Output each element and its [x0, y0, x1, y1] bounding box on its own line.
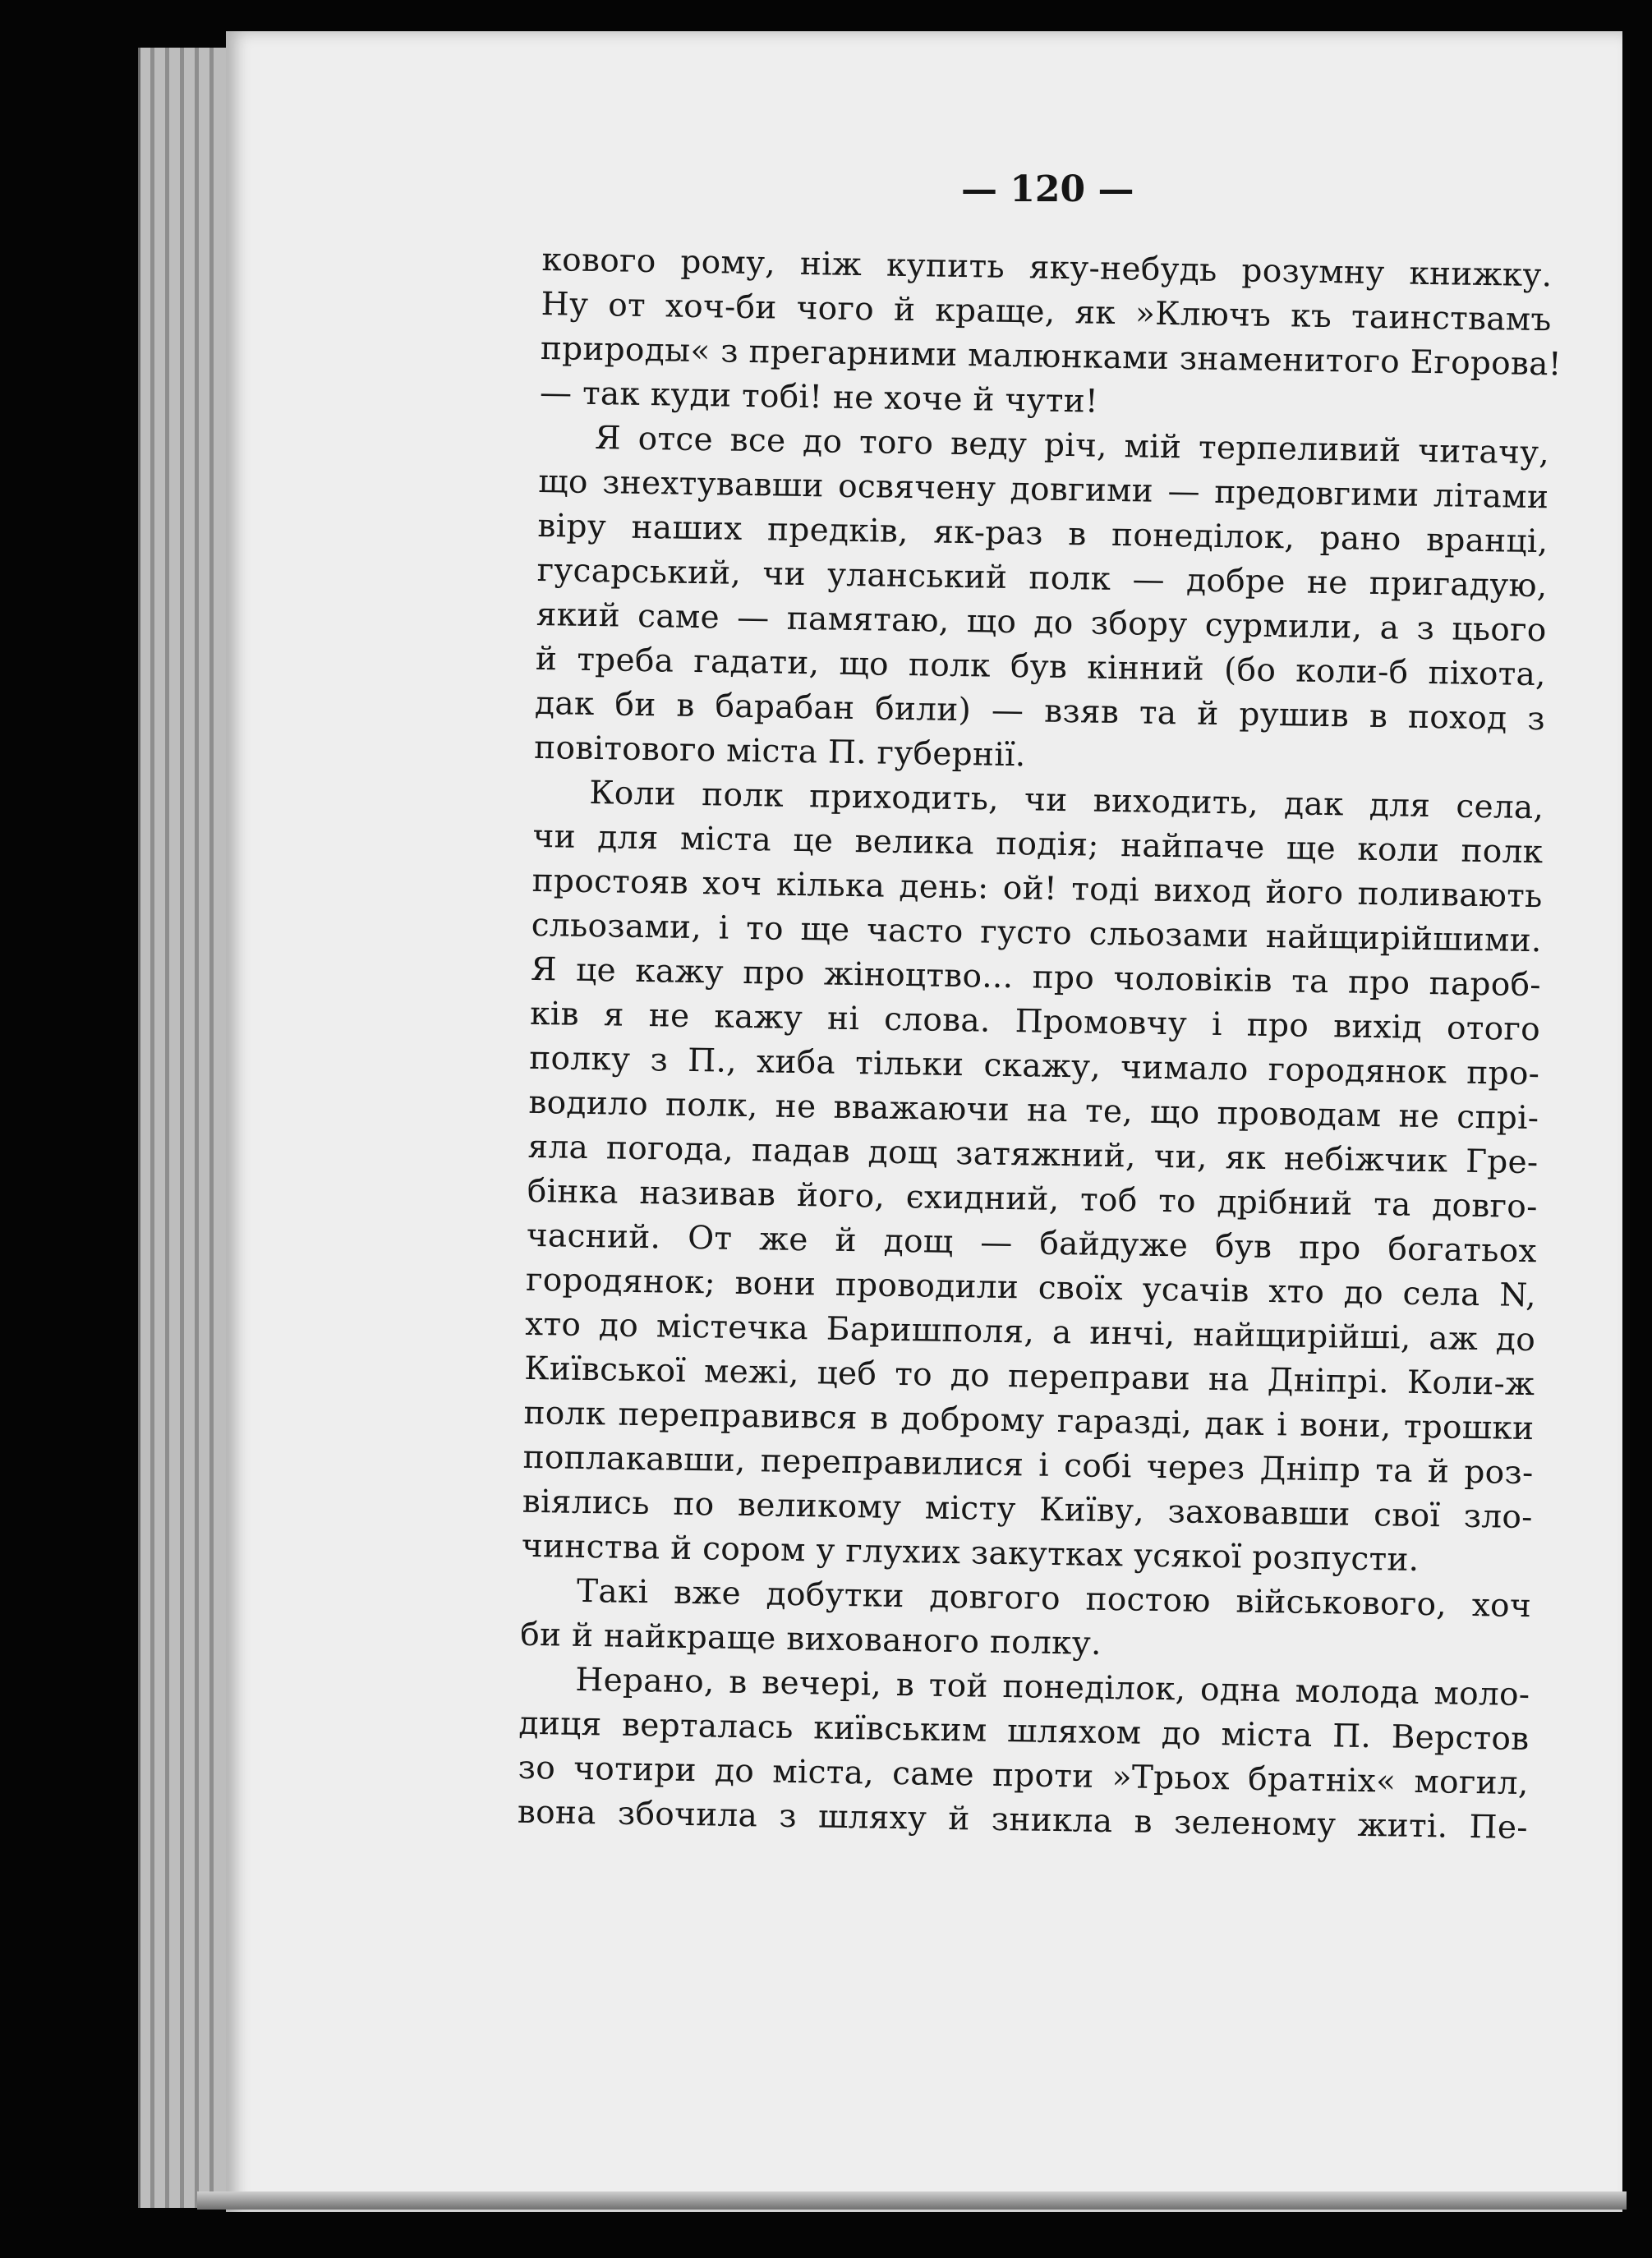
text-line: часний. От же й дощ — байдуже був про богатьох	[526, 1216, 1538, 1271]
text-line: простояв хоч кілька день: ой! тоді виход його поливають	[531, 862, 1543, 916]
page-edge-line	[209, 48, 214, 2208]
text-line: Ну от хоч-би чого й краще, як »Ключъ къ таинствамъ	[541, 285, 1552, 339]
text-line: й треба гадати, що полк був кінний (бо коли-б піхота,	[535, 640, 1547, 694]
text-line: — так куди тобі! не хоче й чути!	[539, 374, 1099, 421]
page-edge-line	[150, 48, 154, 2208]
page-edge-line	[195, 48, 199, 2208]
text-line: яла погода, падав дощ затяжний, чи, як небіжчик Гре-	[527, 1128, 1539, 1182]
text-line: ків я не кажу ні слова. Промовчу і про вихід отого	[529, 995, 1541, 1049]
text-line: дак би в барабан били) — взяв та й рушив в поход з	[534, 684, 1546, 738]
text-line: кового рому, ніж купить яку-небудь розумну книжку.	[541, 241, 1553, 295]
text-line: хто до містечка Баришполя, а инчі, найщирійші, аж до	[524, 1305, 1536, 1359]
text-line: віру наших предків, як-раз в понеділок, рано вранці,	[537, 507, 1548, 561]
text-line: зо чотири до міста, саме проти »Трьох братніх« могил,	[518, 1749, 1529, 1803]
text-line: Нерано, в вечері, в той понеділок, одна молода моло-	[575, 1661, 1530, 1714]
text-line: водило полк, не вважаючи на те, що проводам не спрі-	[528, 1083, 1539, 1138]
page-edge-line	[165, 48, 169, 2208]
page-body-text	[517, 238, 1562, 1851]
text-line: чи для міста це велика подія; найпаче ще коли полк	[532, 817, 1544, 871]
page-bottom-edge	[197, 2191, 1627, 2210]
text-line: віялись по великому місту Київу, заховавши свої зло-	[522, 1483, 1534, 1537]
text-line: Я отсе все до того веду річ, мій терпеливий читачу,	[594, 420, 1550, 472]
text-line: повітового міста П. губернії.	[533, 729, 1026, 775]
page-number: — 120 —	[961, 168, 1134, 210]
text-line: Такі вже добутки довгого постою військового, хоч	[576, 1572, 1532, 1626]
text-line: який саме — памятаю, що до збору сурмили, а з цього	[536, 596, 1547, 650]
text-line: бінка називав його, єхидний, тоб то дрібний та довго-	[527, 1172, 1538, 1226]
text-line: Я це кажу про жіноцтво... про чоловіків та про пароб-	[530, 950, 1542, 1005]
text-line: що знехтувавши освячену довгими — предовгими літами	[537, 462, 1549, 517]
text-line: городянок; вони проводили своїх усачів хто до села N,	[525, 1261, 1537, 1315]
text-line: сльозами, і то ще часто густо сльозами найщирійшими.	[531, 906, 1543, 960]
text-line: полк переправився в доброму гаразді, дак і вони, трошки	[523, 1394, 1535, 1448]
text-line: Коли полк приходить, чи виходить, дак для села,	[589, 774, 1544, 827]
text-line: природы« з прегарними малюнками знаменитого Егорова!	[540, 329, 1562, 384]
text-line: Київської межі, цеб то до переправи на Дніпрі. Коли-ж	[524, 1350, 1535, 1404]
text-line: гусарський, чи уланський полк — добре не пригадую,	[536, 551, 1548, 605]
text-line: чинства й сором у глухих закутках усякої розпусти.	[521, 1527, 1420, 1579]
text-line: вона збочила з шляху й зникла в зеленому житі. Пе-	[517, 1793, 1529, 1847]
text-line: би й найкраще вихованого полку.	[519, 1616, 1102, 1662]
text-line: полку з П., хиба тільки скажу, чимало городянок про-	[528, 1039, 1540, 1093]
text-line: поплакавши, переправилися і собі через Дніпр та й роз-	[522, 1438, 1534, 1492]
text-line: диця верталась київським шляхом до міста П. Верстов	[518, 1704, 1530, 1759]
page-edge-line	[180, 48, 184, 2208]
